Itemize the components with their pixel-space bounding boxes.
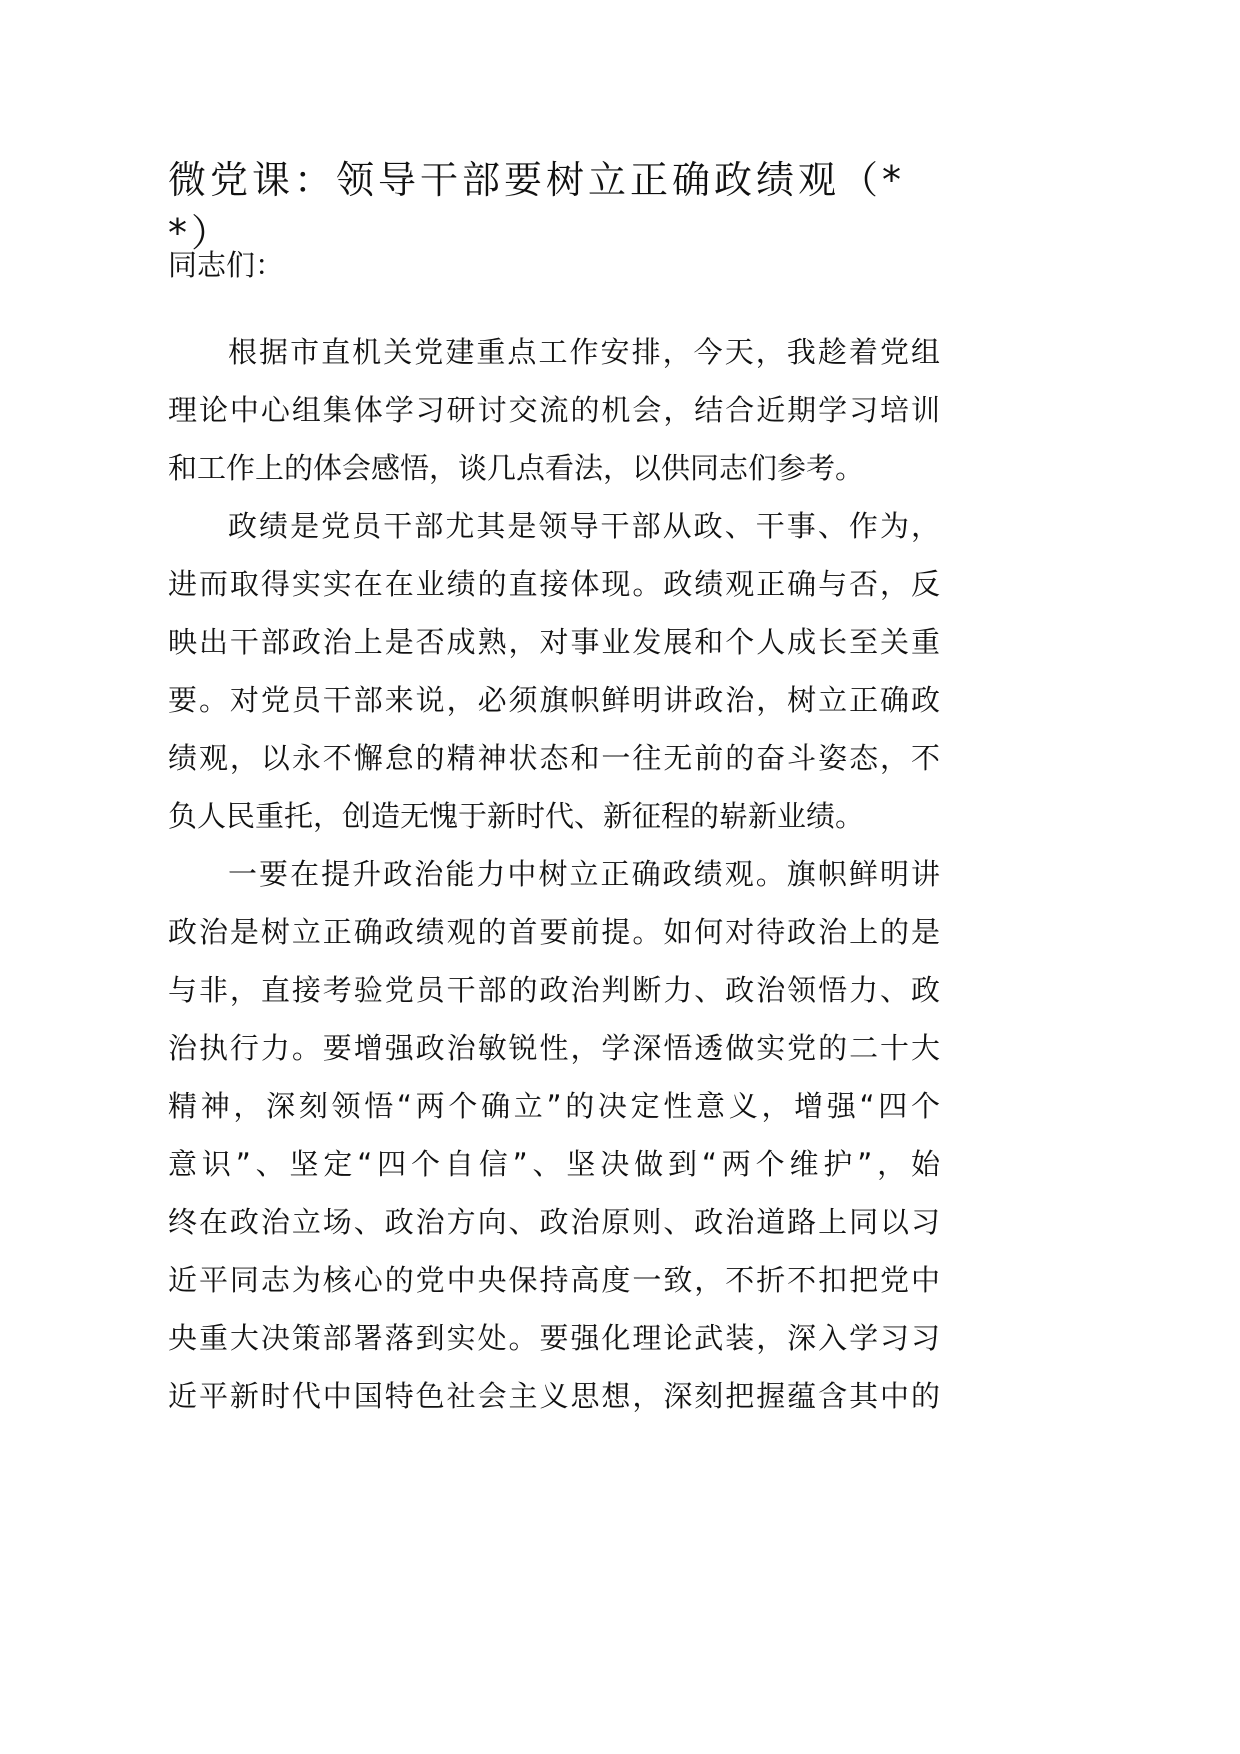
paragraph-line: 理论中心组集体学习研讨交流的机会，结合近期学习培训 [168, 393, 940, 427]
paragraph-line: 央重大决策部署落到实处。要强化理论武装，深入学习习 [168, 1321, 940, 1355]
paragraph-line: 意识”、坚定“四个自信”、坚决做到“两个维护”，始 [168, 1147, 940, 1181]
salutation: 同志们： [168, 248, 285, 282]
paragraph-line: 一要在提升政治能力中树立正确政绩观。旗帜鲜明讲 [228, 857, 940, 891]
paragraph-line: 根据市直机关党建重点工作安排，今天，我趁着党组 [228, 335, 940, 369]
paragraph-line: 终在政治立场、政治方向、政治原则、政治道路上同以习 [168, 1205, 940, 1239]
paragraph-line: 近平同志为核心的党中央保持高度一致，不折不扣把党中 [168, 1263, 940, 1297]
paragraph-line: 精神，深刻领悟“两个确立”的决定性意义，增强“四个 [168, 1089, 940, 1123]
paragraph-line: 政绩是党员干部尤其是领导干部从政、干事、作为， [228, 509, 940, 543]
paragraph-line: 进而取得实实在在业绩的直接体现。政绩观正确与否，反 [168, 567, 940, 601]
paragraph-line: 负人民重托，创造无愧于新时代、新征程的崭新业绩。 [168, 799, 865, 833]
document-title-line-1: 微党课：领导干部要树立正确政绩观（* [168, 158, 906, 202]
paragraph-line: 治执行力。要增强政治敏锐性，学深悟透做实党的二十大 [168, 1031, 940, 1065]
document-title-line-2: *） [168, 211, 234, 255]
paragraph-line: 和工作上的体会感悟，谈几点看法，以供同志们参考。 [168, 451, 865, 485]
paragraph-line: 映出干部政治上是否成熟，对事业发展和个人成长至关重 [168, 625, 940, 659]
paragraph-line: 与非，直接考验党员干部的政治判断力、政治领悟力、政 [168, 973, 940, 1007]
paragraph-line: 近平新时代中国特色社会主义思想，深刻把握蕴含其中的 [168, 1379, 940, 1413]
paragraph-line: 要。对党员干部来说，必须旗帜鲜明讲政治，树立正确政 [168, 683, 940, 717]
paragraph-line: 政治是树立正确政绩观的首要前提。如何对待政治上的是 [168, 915, 940, 949]
paragraph-line: 绩观，以永不懈怠的精神状态和一往无前的奋斗姿态，不 [168, 741, 940, 775]
